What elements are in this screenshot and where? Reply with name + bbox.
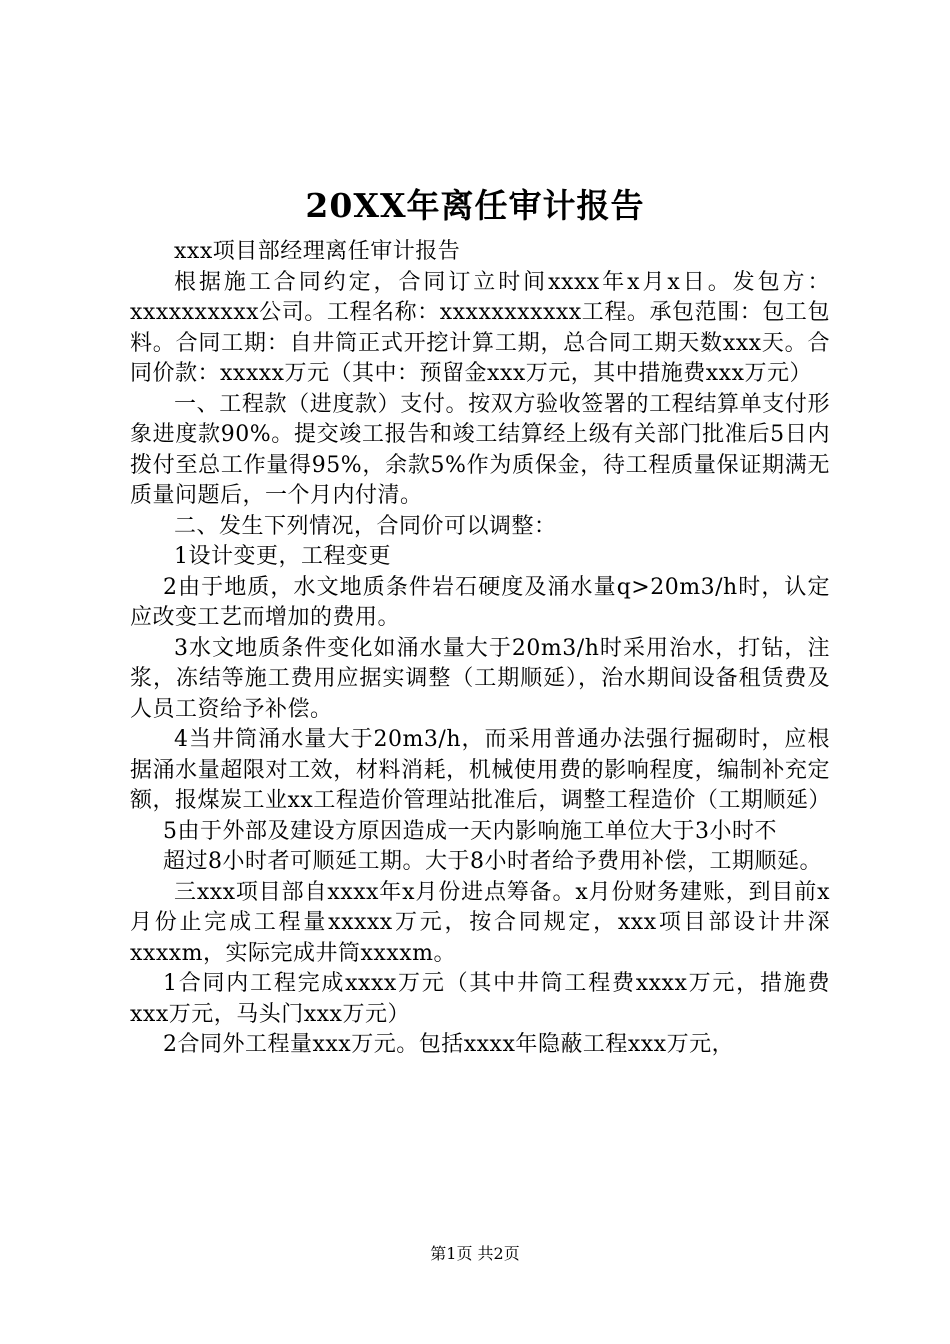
document-body bbox=[130, 237, 830, 1061]
paragraph-section-3-item-2: 2合同外工程量xxx万元。包括xxxx年隐蔽工程xxx万元， bbox=[163, 1032, 735, 1057]
paragraph-contract-info: 根据施工合同约定，合同订立时间xxxx年x月x日。发包方：xxxxxxxxxx公司。工程名称：xxxxxxxxxxx工程。承包范围：包工包料。合同工期：自井筒正式开挖计算工期，总合同工期天数xxx天。合同价款：xxxxx万元（其中：预留金xxx万元，其中措施费xxx万元） bbox=[130, 269, 830, 386]
paragraph-section-2: 二、发生下列情况，合同价可以调整： bbox=[174, 513, 557, 539]
paragraph-section-3-item-1: 1合同内工程完成xxxx万元（其中井筒工程费xxxx万元，措施费xxx万元，马头门xxx万元） bbox=[130, 971, 830, 1027]
paragraph-item-4: 4当井筒涌水量大于20m3/h，而采用普通办法强行掘砌时，应根据涌水量超限对工效，材料消耗，机械使用费的影响程度，编制补充定额，报煤炭工业xx工程造价管理站批准后，调整工程造价（工期顺延） bbox=[130, 727, 831, 813]
paragraph-item-3: 3水文地质条件变化如涌水量大于20m3/h时采用治水，打钻，注浆，冻结等施工费用应据实调整（工期顺延），治水期间设备租赁费及人员工资给予补偿。 bbox=[130, 635, 830, 722]
page-number-footer: 第1页 共2页 bbox=[430, 1244, 520, 1263]
paragraph-section-3: 三xxx项目部自xxxx年x月份进点筹备。x月份财务建账，到目前x月份止完成工程量xxxxx万元，按合同规定，xxx项目部设计井深xxxxm，实际完成井筒xxxxm。 bbox=[130, 879, 830, 966]
paragraph-item-2: 2由于地质，水文地质条件岩石硬度及涌水量q>20m3/h时，认定应改变工艺而增加的费用。 bbox=[130, 574, 830, 630]
paragraph-item-1: 1设计变更，工程变更 bbox=[174, 544, 391, 569]
paragraph-section-1: 一、工程款（进度款）支付。按双方验收签署的工程结算单支付形象进度款90%。提交竣工报告和竣工结算经上级有关部门批准后5日内拨付至总工作量得95%，余款5%作为质保金，待工程质量保证期满无质量问题后，一个月内付清。 bbox=[130, 391, 830, 508]
document-title: 20XX年离任审计报告 bbox=[305, 186, 645, 225]
paragraph-subtitle: xxx项目部经理离任审计报告 bbox=[174, 239, 461, 264]
paragraph-item-5-continued: 超过8小时者可顺延工期。大于8小时者给予费用补偿，工期顺延。 bbox=[163, 849, 822, 874]
paragraph-item-5: 5由于外部及建设方原因造成一天内影响施工单位大于3小时不 bbox=[163, 818, 777, 844]
